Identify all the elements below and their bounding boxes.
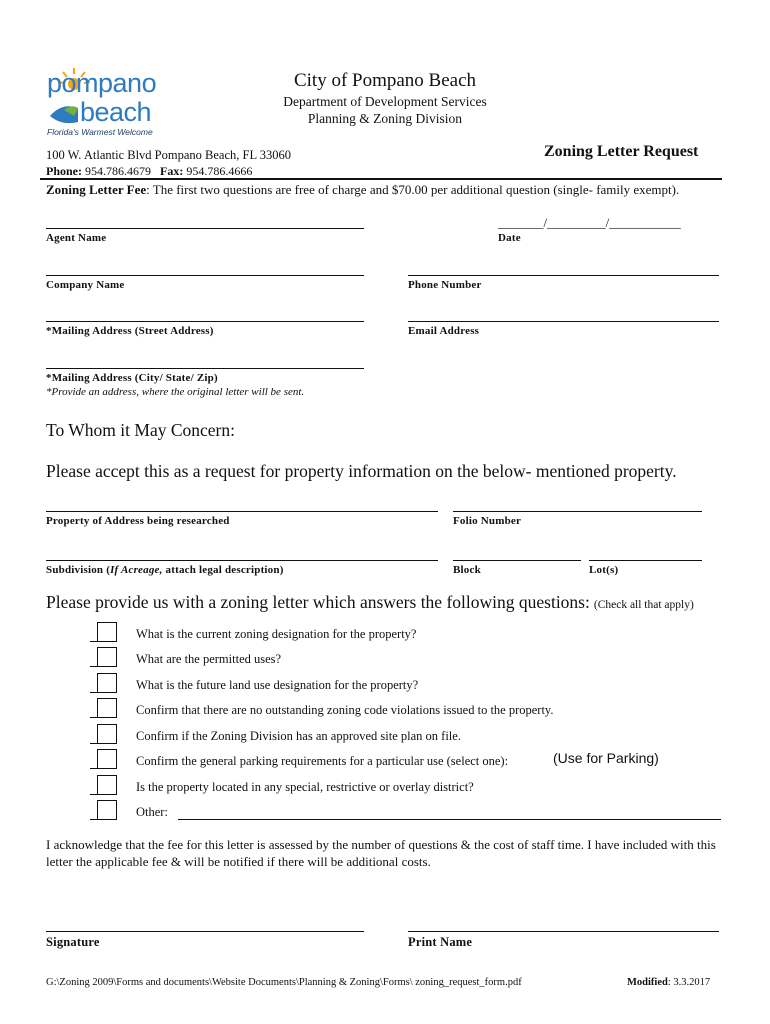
mailing-street-field[interactable]: [46, 321, 364, 322]
print-name-field[interactable]: [408, 931, 719, 932]
question-3: What is the future land use designation for the property?: [136, 678, 419, 692]
folio-number-label: Folio Number: [453, 515, 522, 527]
question-checkbox-7[interactable]: [97, 775, 117, 795]
mailing-note: *Provide an address, where the original letter will be sent.: [46, 386, 305, 398]
phone-number-label: Phone Number: [408, 279, 482, 291]
questions-heading-text: Please provide us with a zoning letter which answers the following questions:: [46, 592, 590, 612]
question-4: Confirm that there are no outstanding zoning code violations issued to the property.: [136, 703, 554, 717]
mailing-city-label: *Mailing Address (City/ State/ Zip): [46, 372, 218, 384]
question-1: What is the current zoning designation for the property?: [136, 627, 417, 641]
mailing-city-field[interactable]: [46, 368, 364, 369]
other-question-field[interactable]: [178, 819, 721, 820]
question-8: Other:: [136, 805, 168, 819]
salutation: To Whom it May Concern:: [46, 420, 235, 440]
mailing-street-label: *Mailing Address (Street Address): [46, 325, 214, 337]
subdivision-label: Subdivision (If Acreage, attach legal description): [46, 564, 284, 576]
footer-modified: [627, 977, 710, 988]
contact-line: [46, 164, 252, 179]
request-text: Please accept this as a request for property information on the below- mentioned property.: [46, 461, 677, 481]
question-checkbox-6[interactable]: [97, 749, 117, 769]
questions-hint: (Check all that apply): [593, 599, 694, 611]
division-name: Planning & Zoning Division: [307, 111, 463, 126]
folio-number-field[interactable]: [453, 511, 702, 512]
office-address: 100 W. Atlantic Blvd Pompano Beach, FL 33060: [46, 148, 292, 162]
modified-date: : 3.3.2017: [667, 977, 711, 988]
block-field[interactable]: [453, 560, 581, 561]
fax-value: 954.786.4666: [186, 164, 253, 178]
footer-file-path: G:\Zoning 2009\Forms and documents\Website Documents\Planning & Zoning\Forms\ zoning_request_form.pdf: [46, 977, 522, 988]
header-divider: [40, 178, 722, 180]
phone-label: Phone:: [46, 164, 82, 178]
question-checkbox-5[interactable]: [97, 724, 117, 744]
logo-wordmark-pompano: pompano: [47, 68, 157, 98]
fee-text: : The first two questions are free of charge and $70.00 per additional question (single- family exempt).: [146, 182, 680, 197]
modified-label: Modified: [627, 977, 668, 988]
question-2: What are the permitted uses?: [136, 652, 282, 666]
fee-label: Zoning Letter Fee: [46, 182, 147, 197]
signature-label: Signature: [46, 935, 100, 949]
phone-value: 954.786.4679: [85, 164, 151, 178]
signature-field[interactable]: [46, 931, 364, 932]
property-address-field[interactable]: [46, 511, 438, 512]
fax-label: Fax:: [160, 164, 184, 178]
company-name-field[interactable]: [46, 275, 364, 276]
email-field[interactable]: [408, 321, 719, 322]
city-name: City of Pompano Beach: [293, 70, 477, 91]
email-label: Email Address: [408, 325, 480, 337]
form-title: Zoning Letter Request: [544, 143, 699, 160]
question-checkbox-1[interactable]: [97, 622, 117, 642]
question-7: Is the property located in any special, restrictive or overlay district?: [136, 780, 474, 794]
acknowledgement-text: I acknowledge that the fee for this letter is assessed by the number of questions & the cost of staff time. I have included with this letter the applicable fee & will be notified if there will be additional costs.: [46, 837, 716, 869]
date-field[interactable]: _______/_________/___________: [498, 215, 681, 230]
agent-name-field[interactable]: [46, 228, 364, 229]
questions-heading: [46, 592, 694, 613]
fee-notice: [46, 182, 679, 198]
lots-field[interactable]: [589, 560, 702, 561]
question-checkbox-3[interactable]: [97, 673, 117, 693]
question-5: Confirm if the Zoning Division has an approved site plan on file.: [136, 729, 461, 743]
lots-label: Lot(s): [589, 564, 619, 576]
department-name: Department of Development Services: [283, 94, 487, 109]
property-address-label: Property of Address being researched: [46, 515, 230, 527]
question-checkbox-2[interactable]: [97, 647, 117, 667]
print-name-label: Print Name: [408, 935, 473, 949]
company-name-label: Company Name: [46, 279, 125, 291]
parking-use-entry[interactable]: (Use for Parking): [553, 750, 659, 766]
agent-name-label: Agent Name: [46, 232, 107, 244]
logo-tagline: Florida's Warmest Welcome: [47, 127, 153, 137]
phone-number-field[interactable]: [408, 275, 719, 276]
date-label: Date: [498, 232, 521, 244]
logo-wordmark-beach: beach: [80, 97, 152, 127]
subdivision-field[interactable]: [46, 560, 438, 561]
block-label: Block: [453, 564, 481, 576]
question-6: Confirm the general parking requirements for a particular use (select one):: [136, 754, 509, 768]
question-checkbox-8[interactable]: [97, 800, 117, 820]
question-checkbox-4[interactable]: [97, 698, 117, 718]
